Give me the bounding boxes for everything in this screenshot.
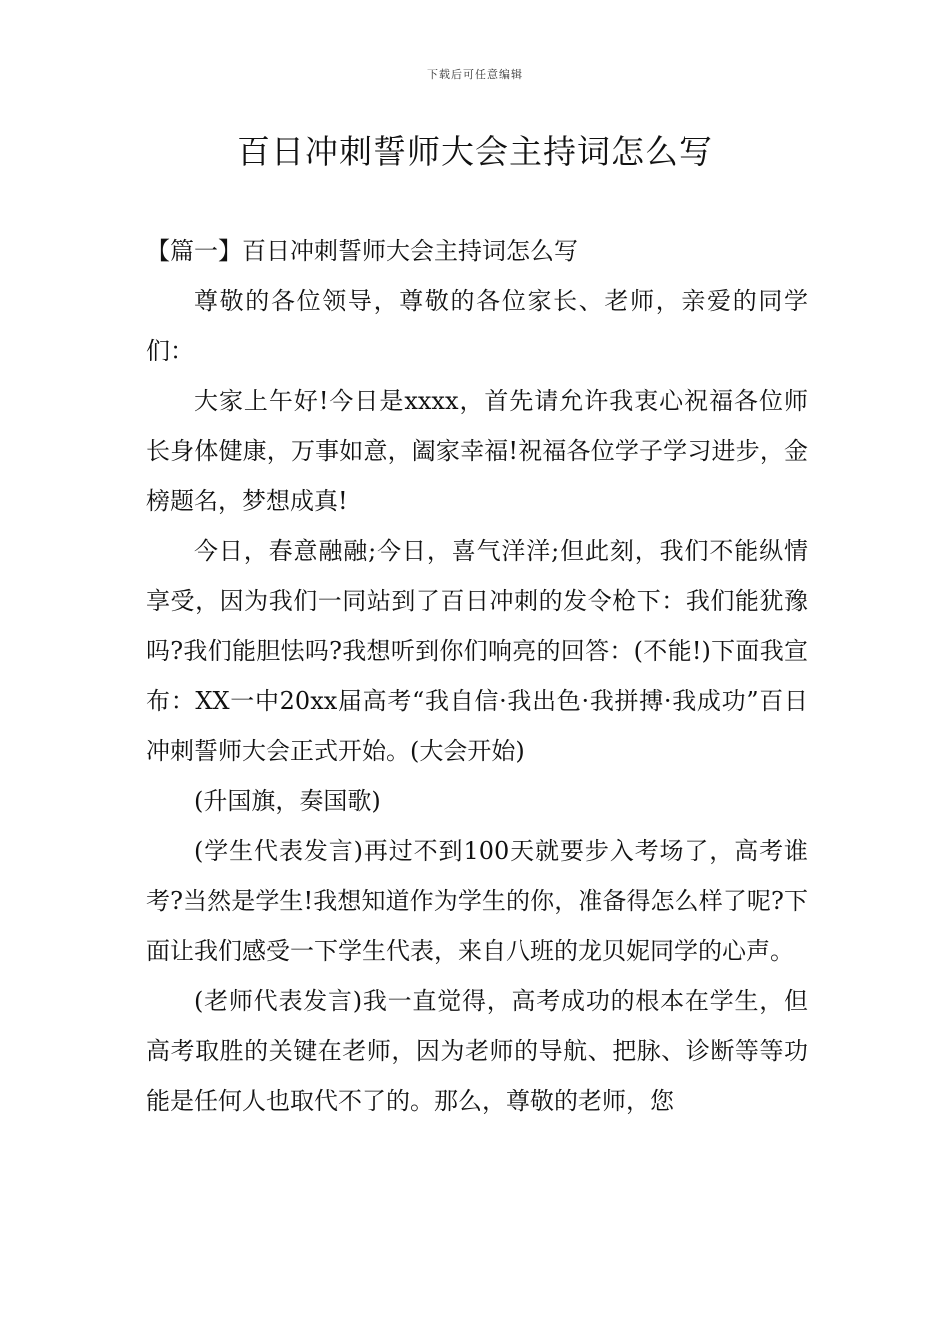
document-body — [146, 226, 808, 1126]
paragraph-flag-raising: (升国旗，奏国歌) — [194, 787, 381, 815]
document-title: 百日冲刺誓师大会主持词怎么写 — [237, 132, 713, 171]
paragraph-announcement: 今日，春意融融;今日，喜气洋洋;但此刻，我们不能纵情享受，因为我们一同站到了百日冲刺的发令枪下：我们能犹豫吗?我们能胆怯吗?我想听到你们响亮的回答：(不能!)下面我宣布：XX一中20xx届高考“我自信·我出色·我拼搏·我成功”百日冲刺誓师大会正式开始。(大会开始) — [146, 537, 808, 765]
paragraph-student-speech: (学生代表发言)再过不到100天就要步入考场了，高考谁考?当然是学生!我想知道作为学生的你，准备得怎么样了呢?下面让我们感受一下学生代表，来自八班的龙贝妮同学的心声。 — [146, 837, 808, 965]
paragraph-greeting: 尊敬的各位领导，尊敬的各位家长、老师，亲爱的同学们： — [146, 287, 808, 365]
paragraph-opening: 大家上午好!今日是xxxx，首先请允许我衷心祝福各位师长身体健康，万事如意，阖家幸福!祝福各位学子学习进步，金榜题名，梦想成真! — [146, 387, 808, 515]
header-note: 下载后可任意编辑 — [427, 68, 523, 81]
section-heading: 【篇一】百日冲刺誓师大会主持词怎么写 — [146, 237, 578, 265]
paragraph-teacher-speech: (老师代表发言)我一直觉得，高考成功的根本在学生，但高考取胜的关键在老师，因为老师的导航、把脉、诊断等等功能是任何人也取代不了的。那么，尊敬的老师，您 — [146, 987, 808, 1115]
